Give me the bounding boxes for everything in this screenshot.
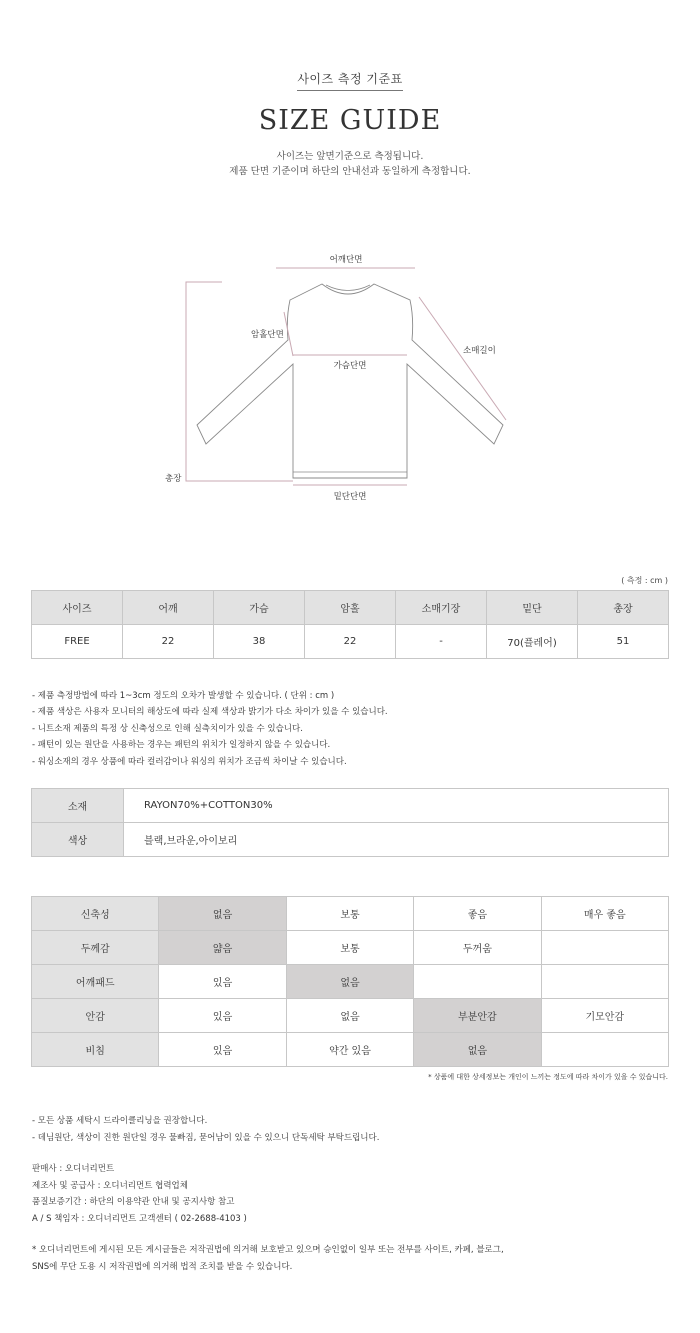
neckline xyxy=(326,285,370,291)
feature-option-cell xyxy=(414,965,541,999)
sleeve-label: 소매길이 xyxy=(463,346,496,356)
description-line: 제품 단면 기준이며 하단의 안내선과 동일하게 측정합니다. xyxy=(229,166,471,177)
material-label: 소재 xyxy=(32,789,124,823)
armhole-line xyxy=(284,312,293,356)
feature-option-cell: 없음 xyxy=(286,965,413,999)
feature-option-cell: 있음 xyxy=(159,1033,286,1067)
size-table-header xyxy=(32,591,669,625)
material-value: RAYON70%+COTTON30% xyxy=(124,789,669,823)
note-line: - 패턴이 있는 원단을 사용하는 경우는 패턴의 위치가 일정하지 않을 수 있습니다. xyxy=(32,740,331,751)
table-row xyxy=(32,897,669,931)
size-header-cell: 사이즈 xyxy=(32,591,123,625)
table-row xyxy=(32,1033,669,1067)
feature-option-cell: 있음 xyxy=(159,965,286,999)
feature-option-cell: 부분안감 xyxy=(414,999,541,1033)
length-label: 총장 xyxy=(165,474,182,484)
size-header-cell: 어깨 xyxy=(123,591,214,625)
feature-option-cell: 얇음 xyxy=(159,931,286,965)
size-header-cell: 밑단 xyxy=(487,591,578,625)
copyright-notice xyxy=(32,1242,504,1275)
feature-option-cell: 없음 xyxy=(414,1033,541,1067)
feature-footnote: * 상품에 대한 상세정보는 개인이 느끼는 정도에 따라 차이가 있을 수 있습니다. xyxy=(428,1073,668,1081)
note-line: - 니트소재 제품의 특정 상 신축성으로 인해 실측치이가 있을 수 있습니다. xyxy=(32,723,303,734)
length-line xyxy=(186,282,293,481)
chest-label: 가슴단면 xyxy=(333,361,367,371)
copyright-line: SNS에 무단 도용 시 저작권법에 의거해 법적 조치를 받을 수 있습니다. xyxy=(32,1261,293,1272)
size-header-cell: 소매기장 xyxy=(396,591,487,625)
feature-option-cell: 보통 xyxy=(286,931,413,965)
shoulder-label: 어깨단면 xyxy=(329,255,363,265)
sweater-outline xyxy=(197,284,503,478)
feature-option-cell: 두꺼움 xyxy=(414,931,541,965)
size-description xyxy=(0,149,700,179)
feature-option-cell xyxy=(541,1033,668,1067)
note-line: - 워싱소재의 경우 상품에 따라 컬러감이나 워싱의 위치가 조금씩 차이날 수 있습니다. xyxy=(32,756,347,767)
feature-option-cell: 보통 xyxy=(286,897,413,931)
color-value: 블랙,브라운,아이보리 xyxy=(124,823,669,857)
feature-option-cell: 없음 xyxy=(159,897,286,931)
size-header-cell: 총장 xyxy=(578,591,669,625)
table-row xyxy=(32,823,669,857)
table-row xyxy=(32,789,669,823)
size-cell: - xyxy=(396,625,487,659)
hem-label: 밑단단면 xyxy=(333,492,367,502)
feature-option-cell: 약간 있음 xyxy=(286,1033,413,1067)
feature-label: 안감 xyxy=(32,999,159,1033)
size-cell: FREE xyxy=(32,625,123,659)
material-table xyxy=(31,788,669,857)
size-cell: 22 xyxy=(305,625,396,659)
seller-info xyxy=(32,1161,247,1227)
feature-table xyxy=(31,896,669,1067)
note-line: - 모든 상품 세탁시 드라이클리닝을 권장합니다. xyxy=(32,1116,208,1126)
note-line: - 제품 색상은 사용자 모니터의 해상도에 따라 실제 색상과 밝기가 다소 차이가 있을 수 있습니다. xyxy=(32,707,388,718)
feature-option-cell: 좋음 xyxy=(414,897,541,931)
size-table xyxy=(31,590,669,659)
note-line: - 데님원단, 색상이 진한 원단일 경우 물빠짐, 묻어남이 있을 수 있으니 단독세탁 부탁드립니다. xyxy=(32,1133,380,1143)
unit-note: ( 측정 : cm ) xyxy=(621,576,668,585)
page-subtitle: 사이즈 측정 기준표 xyxy=(297,70,402,91)
description-line: 사이즈는 앞면기준으로 측정됩니다. xyxy=(276,151,424,162)
feature-option-cell: 매우 좋음 xyxy=(541,897,668,931)
feature-option-cell: 기모안감 xyxy=(541,999,668,1033)
header xyxy=(0,68,700,136)
measurement-notes xyxy=(32,688,388,770)
feature-option-cell xyxy=(541,965,668,999)
feature-label: 비침 xyxy=(32,1033,159,1067)
size-cell: 51 xyxy=(578,625,669,659)
table-row xyxy=(32,625,669,659)
feature-label: 두께감 xyxy=(32,931,159,965)
feature-option-cell: 없음 xyxy=(286,999,413,1033)
feature-label: 신축성 xyxy=(32,897,159,931)
page-title: SIZE GUIDE xyxy=(258,105,442,136)
note-line: - 제품 측정방법에 따라 1~3cm 정도의 오차가 발생할 수 있습니다. ( 단위 : cm ) xyxy=(32,691,335,701)
size-header-cell: 가슴 xyxy=(214,591,305,625)
feature-option-cell: 있음 xyxy=(159,999,286,1033)
feature-option-cell xyxy=(541,931,668,965)
size-cell: 22 xyxy=(123,625,214,659)
feature-label: 어깨패드 xyxy=(32,965,159,999)
armhole-label: 암홀단면 xyxy=(251,330,284,340)
table-row xyxy=(32,999,669,1033)
size-cell: 38 xyxy=(214,625,305,659)
copyright-line: * 오디너리먼트에 게시된 모든 게시글들은 저작권법에 의거해 보호받고 있으며 승인없이 일부 또는 전부를 사이트, 카페, 블로그, xyxy=(32,1245,504,1255)
info-line: 품질보증기간 : 하단의 이용약관 안내 및 공지사항 참고 xyxy=(32,1197,235,1207)
table-row xyxy=(32,965,669,999)
care-notes xyxy=(32,1113,379,1147)
garment-diagram xyxy=(0,240,700,510)
size-cell: 70(플레어) xyxy=(487,625,578,659)
info-line: A / S 책임자 : 오디너리먼트 고객센터 ( 02-2688-4103 ) xyxy=(32,1213,247,1224)
table-row xyxy=(32,931,669,965)
info-line: 판매사 : 오디너리먼트 xyxy=(32,1164,115,1174)
size-header-cell: 암홀 xyxy=(305,591,396,625)
info-line: 제조사 및 공급사 : 오디너리먼트 협력업체 xyxy=(32,1180,188,1191)
color-label: 색상 xyxy=(32,823,124,857)
